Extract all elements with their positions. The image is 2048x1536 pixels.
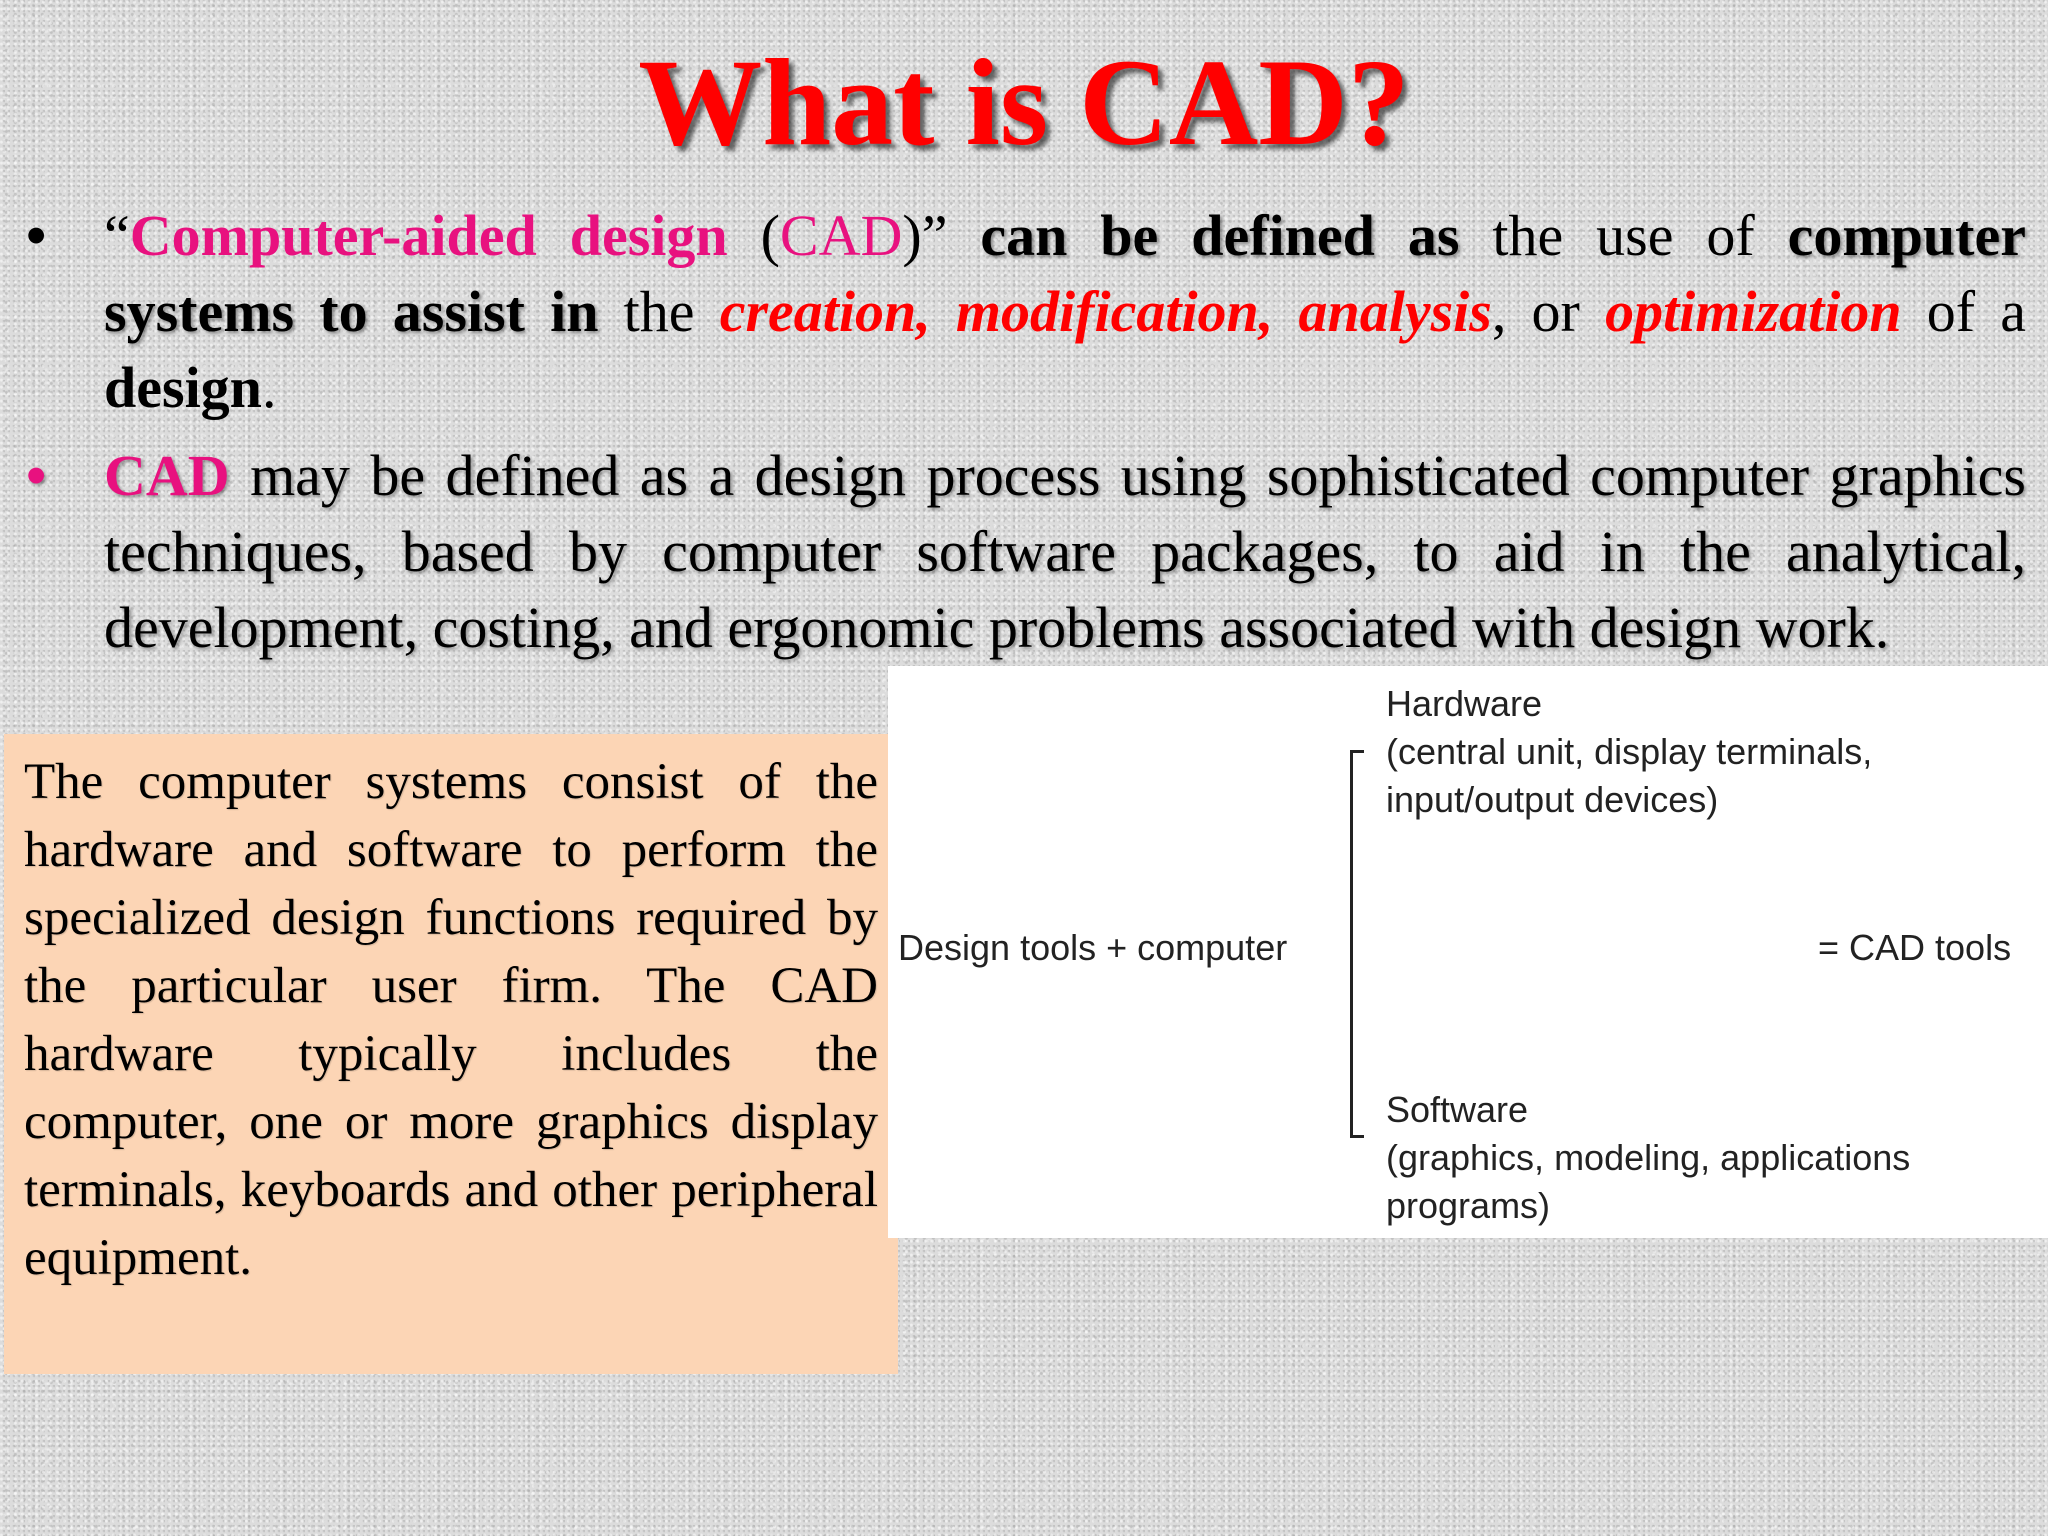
hardware-detail-line2: input/output devices): [1386, 779, 1719, 820]
bullet-icon: •: [26, 203, 47, 268]
open-quote: “: [104, 203, 130, 268]
phrase-the-use-of: the use of: [1459, 203, 1788, 268]
phrase-or: , or: [1491, 279, 1606, 344]
hardware-label: Hardware: [1386, 683, 1543, 724]
phrase-process-description: be defined as a design process using sophisticated computer graphics techniques, based by computer software packages, to aid in the analytical, development, costing, and ergonomic problems associated with design work.: [104, 443, 2027, 660]
phrase-design-actions: creation, modification, analysis: [719, 279, 1492, 344]
term-cad-abbr: CAD: [779, 203, 903, 268]
paren-close: )”: [902, 203, 981, 268]
phrase-may: may: [229, 443, 371, 508]
phrase-design: design: [104, 355, 262, 420]
bullet-cad-definition: [26, 198, 2026, 426]
paren-open: (: [727, 203, 780, 268]
hardware-detail-line1: (central unit, display terminals,: [1386, 731, 1873, 772]
bullet-cad-process: [26, 438, 2027, 666]
term-cad: CAD: [104, 443, 230, 508]
phrase-computer-systems: computer systems to assist in: [104, 203, 2026, 344]
software-detail-line1: (graphics, modeling, applications: [1386, 1137, 1911, 1178]
software-label: Software: [1386, 1089, 1529, 1130]
phrase-can-be-defined: can be defined as: [980, 203, 1460, 268]
slide-title: What is CAD?: [638, 34, 1410, 171]
phrase-optimization: optimization: [1605, 279, 1902, 344]
info-box-text: The computer systems consist of the hardware and software to perform the specialized design functions required by the particular user firm. The CAD hardware typically includes the computer, one or more graphics display terminals, keyboards and other peripheral equipment.: [24, 754, 878, 1286]
design-tools-plus-computer: Design tools + computer: [898, 927, 1288, 968]
term-computer-aided-design: Computer-aided design: [129, 203, 728, 268]
computer-systems-info-box: [4, 734, 898, 1374]
phrase-period: .: [261, 355, 277, 420]
phrase-the: the: [598, 279, 720, 344]
cad-tools-diagram: [888, 666, 2048, 1238]
grouping-bracket: [1350, 750, 1364, 1138]
bullet-icon: •: [26, 443, 47, 508]
software-detail-line2: programs): [1386, 1185, 1551, 1226]
equals-cad-tools: = CAD tools: [1818, 927, 2012, 968]
phrase-of-a: of a: [1901, 279, 2026, 344]
